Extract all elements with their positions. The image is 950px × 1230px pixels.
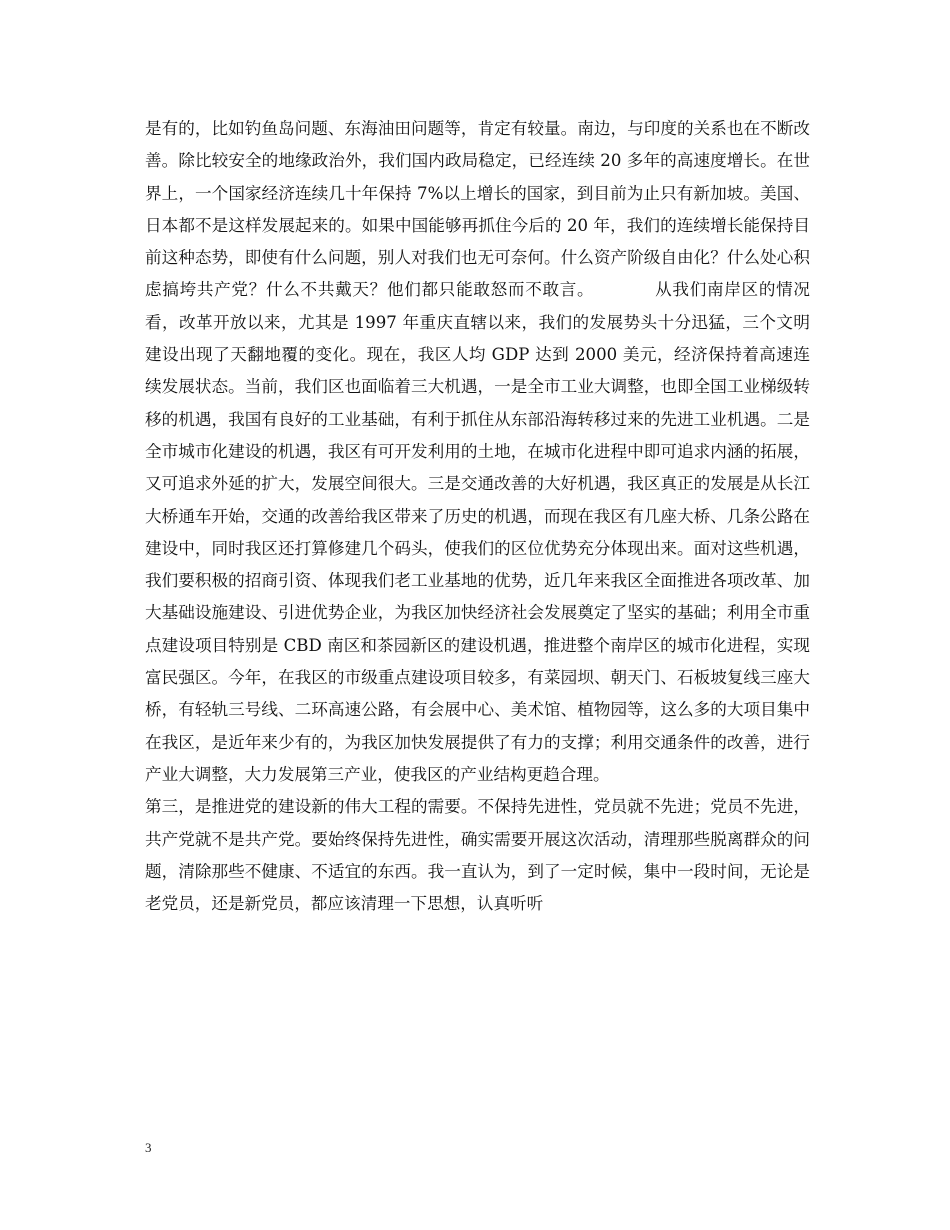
page-number: 3 bbox=[145, 1140, 152, 1155]
paragraph-1: 是有的，比如钓鱼岛问题、东海油田问题等，肯定有较量。南边，与印度的关系也在不断改善。除比较安全的地缘政治外，我们国内政局稳定，已经连续 20 多年的高速度增长。在世界上，一个国家经济连续几十年保持 7%以上增长的国家，到目前为止只有新加坡。美国、日本都不是这样发展起来的。如果中国能够再抓住今后的 20 年，我们的连续增长能保持目前这种态势，即使有什么问题，别人对我们也无可奈何。什么资产阶级自由化？什么处心积虑搞垮共产党？什么不共戴天？他们都只能敢怒而不敢言。 从我们南岸区的情况看，改革开放以来，尤其是 1997 年重庆直辖以来，我们的发展势头十分迅猛，三个文明建设出现了天翻地覆的变化。现在，我区人均 GDP 达到 2000 美元，经济保持着高速连续发展状态。当前，我们区也面临着三大机遇，一是全市工业大调整，也即全国工业梯级转移的机遇，我国有良好的工业基础，有利于抓住从东部沿海转移过来的先进工业机遇。二是全市城市化建设的机遇，我区有可开发利用的土地，在城市化进程中即可追求内涵的拓展，又可追求外延的扩大，发展空间很大。三是交通改善的大好机遇，我区真正的发展是从长江大桥通车开始，交通的改善给我区带来了历史的机遇，而现在我区有几座大桥、几条公路在建设中，同时我区还打算修建几个码头，使我们的区位优势充分体现出来。面对这些机遇，我们要积极的招商引资、体现我们老工业基地的优势，近几年来我区全面推进各项改革、加大基础设施建设、引进优势企业，为我区加快经济社会发展奠定了坚实的基础；利用全市重点建设项目特别是 CBD 南区和茶园新区的建设机遇，推进整个南岸区的城市化进程，实现富民强区。今年，在我区的市级重点建设项目较多，有菜园坝、朝天门、石板坡复线三座大桥，有轻轨三号线、二环高速公路，有会展中心、美术馆、植物园等，这么多的大项目集中在我区，是近年来少有的，为我区加快发展提供了有力的支撑；利用交通条件的改善，进行产业大调整，大力发展第三产业，使我区的产业结构更趋合理。 bbox=[145, 119, 810, 784]
body-text bbox=[145, 113, 810, 920]
paragraph-2: 第三，是推进党的建设新的伟大工程的需要。不保持先进性，党员就不先进；党员不先进，共产党就不是共产党。要始终保持先进性，确实需要开展这次活动，清理那些脱离群众的问题，清除那些不健康、不适宜的东西。我一直认为，到了一定时候，集中一段时间，无论是老党员，还是新党员，都应该清理一下思想，认真听听 bbox=[145, 797, 810, 914]
